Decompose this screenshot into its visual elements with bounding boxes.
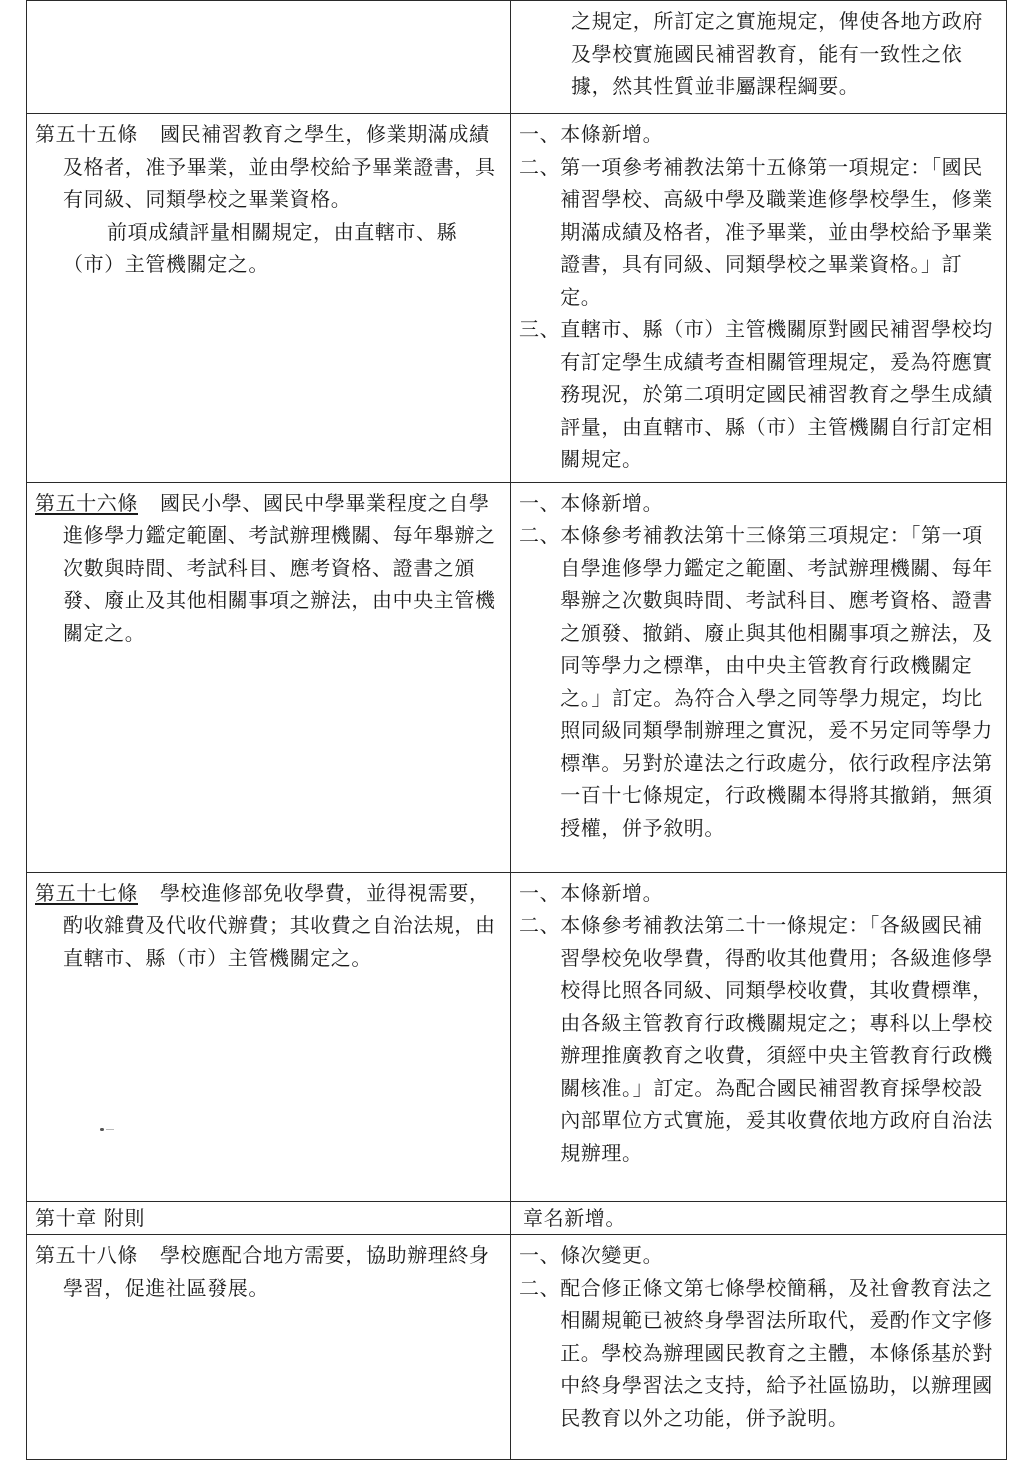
article-body: 國民補習教育之學生，修業期滿成績及格者，准予畢業，並由學校給予畢業證書，具有同級、同類學校之畢業資格。 xyxy=(63,122,496,211)
comparison-table xyxy=(26,0,1007,1460)
chapter-note-cell xyxy=(511,1201,1007,1235)
article-body: 國民小學、國民中學畢業程度之自學進修學力鑑定範圍、考試辦理機關、每年舉辦之次數與時間、考試科目、應考資格、證書之頒發、廢止及其他相關事項之辦法，由中央主管機關定之。 xyxy=(63,490,496,645)
table-row xyxy=(27,1201,1007,1235)
explanation-continuation: 之規定，所訂定之實施規定，俾使各地方政府及學校實施國民補習教育，能有一致性之依據，然其性質並非屬課程綱要。 xyxy=(571,9,983,98)
table-row xyxy=(27,872,1007,1201)
article-cell xyxy=(27,482,511,872)
explanation-item: 一、 本條新增。 xyxy=(519,490,664,515)
table-row xyxy=(27,114,1007,483)
article-cell xyxy=(27,872,511,1201)
explanation-item: 二、 本條參考補教法第二十一條規定：「各級國民補習學校免收學費，得酌收其他費用；各級進修學校得比照各同級、同類學校收費，其收費標準，由各級主管教育行政機關規定之；專科以上學校辦理推廣教育之收費，須經中央主管教育行政機關核准。」訂定。為配合國民補習教育採學校設內部單位方式實施，爰其收費依地方政府自治法規辦理。 xyxy=(519,913,993,1165)
table-row xyxy=(27,482,1007,872)
explanation-cell xyxy=(511,114,1007,483)
explanation-cell xyxy=(511,872,1007,1201)
chapter-title: 第十章 附則 xyxy=(35,1205,145,1230)
article-text xyxy=(35,1239,502,1304)
explanation-item: 一、 本條新增。 xyxy=(519,880,664,905)
chapter-note: 章名新增。 xyxy=(523,1205,626,1230)
explanation-item: 一、 本條新增。 xyxy=(519,122,664,146)
scan-speck xyxy=(106,1129,114,1130)
scan-speck xyxy=(100,1128,104,1131)
article-text xyxy=(35,877,502,975)
article-head: 第五十六條 xyxy=(35,490,138,515)
explanation-cell xyxy=(511,482,1007,872)
article-cell xyxy=(27,114,511,483)
explanation-item: 三、 直轄市、縣（市）主管機關原對國民補習學校均有訂定學生成績考查相關管理規定，爰為符應實務現況，於第二項明定國民補習教育之學生成績評量，由直轄市、縣（市）主管機關自行訂定相關規定。 xyxy=(519,317,993,471)
explanation-item: 二、 第一項參考補教法第十五條第一項規定：「國民補習學校、高級中學及職業進修學校學生，修業期滿成績及格者，准予畢業，並由學校給予畢業證書，具有同級、同類學校之畢業資格。」訂定。 xyxy=(519,154,993,309)
article-text xyxy=(35,118,502,216)
explanation-item: 二、 配合修正條文第七條學校簡稱，及社會教育法之相關規範已被終身學習法所取代，爰酌作文字修正。學校為辦理國民教育之主體，本條係基於對中終身學習法之支持，給予社區協助，以辦理國民教育以外之功能，併予說明。 xyxy=(519,1275,993,1430)
article-head: 第五十七條 xyxy=(35,880,138,905)
article-body: 學校應配合地方需要，協助辦理終身學習，促進社區發展。 xyxy=(63,1243,490,1300)
article-cell xyxy=(27,1235,511,1460)
article-body: 學校進修部免收學費，並得視需要，酌收雜費及代收代辦費；其收費之自治法規，由直轄市、縣（市）主管機關定之。 xyxy=(63,880,496,970)
table-row xyxy=(27,1235,1007,1460)
explanation-item: 二、 本條參考補教法第十三條第三項規定：「第一項自學進修學力鑑定之範圍、考試辦理機關、每年舉辦之次數與時間、考試科目、應考資格、證書之頒發、撤銷、廢止與其他相關事項之辦法，及同等學力之標準，由中央主管教育行政機關定之。」訂定。為符合入學之同等學力規定，均比照同級同類學制辦理之實況，爰不另定同等學力標準。另對於違法之行政處分，依行政程序法第一百十七條規定，行政機關本得將其撤銷，無須授權，併予敘明。 xyxy=(519,523,993,840)
explanation-cell xyxy=(511,1,1007,114)
table-row xyxy=(27,1,1007,114)
document-page xyxy=(26,0,1006,1460)
article-head: 第五十八條 xyxy=(35,1243,138,1267)
article-cell-empty xyxy=(27,1,511,114)
chapter-cell xyxy=(27,1201,511,1235)
article-paragraph-2: 前項成績評量相關規定，由直轄市、縣（市）主管機關定之。 xyxy=(63,219,458,276)
explanation-cell xyxy=(511,1235,1007,1460)
article-head: 第五十五條 xyxy=(35,122,138,146)
explanation-item: 一、 條次變更。 xyxy=(519,1243,664,1267)
article-text xyxy=(35,487,502,650)
